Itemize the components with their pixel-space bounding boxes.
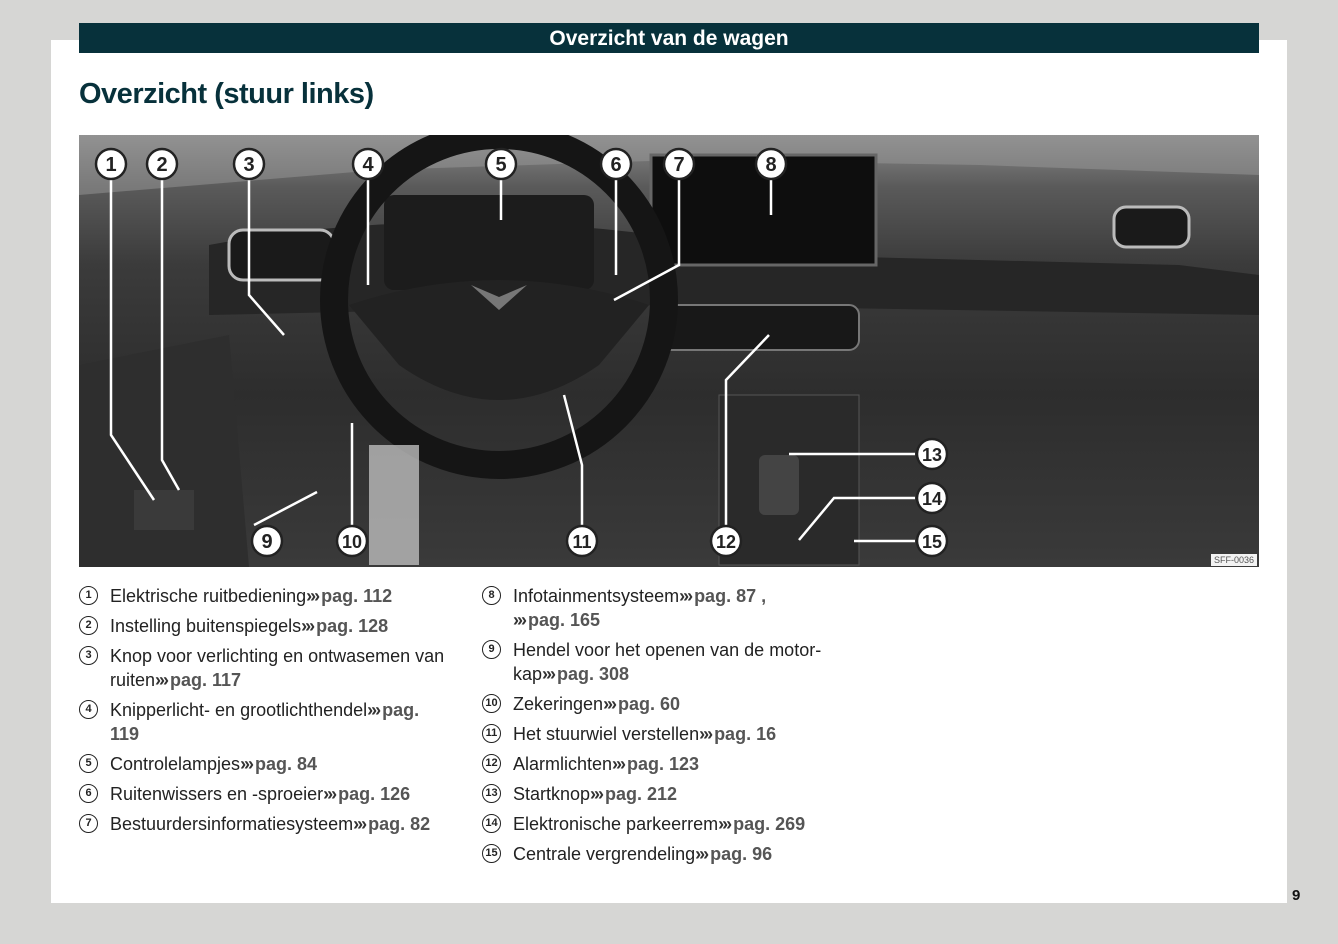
page-ref-link[interactable]: pag. 60 (618, 694, 681, 714)
page-ref-link[interactable]: pag. 269 (733, 814, 806, 834)
item-number: 9 (482, 640, 501, 659)
page-ref-link[interactable]: pag. 308 (557, 664, 630, 684)
legend-item (482, 812, 862, 836)
legend-item (79, 614, 449, 638)
legend-item (79, 698, 449, 746)
item-number: 1 (79, 586, 98, 605)
callout-3 (234, 149, 264, 179)
legend-item (482, 584, 862, 632)
callout-number: 5 (495, 154, 507, 176)
callout-11 (567, 526, 597, 556)
item-text: Knipperlicht- en grootlichthendel (110, 700, 368, 720)
item-number: 2 (79, 616, 98, 635)
callout-number: 15 (921, 532, 943, 552)
arrow-icon: ››› (367, 700, 380, 720)
legend-item (482, 722, 862, 746)
item-text: Instelling buitenspiegels (110, 616, 302, 636)
callout-number: 2 (156, 154, 168, 176)
item-number: 4 (79, 700, 98, 719)
page-ref-link[interactable]: pag. 112 (321, 586, 393, 606)
item-number: 7 (79, 814, 98, 833)
callout-2 (147, 149, 177, 179)
item-number: 11 (482, 724, 501, 743)
dashboard-figure (79, 135, 1259, 567)
arrow-icon: ››› (718, 814, 731, 834)
callout-number: 1 (105, 154, 117, 176)
page-ref-link[interactable]: pag. 87 , (694, 586, 767, 606)
arrow-icon: ››› (513, 610, 525, 630)
callout-8 (756, 149, 786, 179)
arrow-icon: ››› (306, 586, 319, 606)
callout-4 (353, 149, 383, 179)
item-number: 13 (482, 784, 501, 803)
item-text: Alarmlichten (513, 754, 613, 774)
callout-6 (601, 149, 631, 179)
item-text: Elektrische ruitbediening (110, 586, 307, 606)
item-text: Controlelampjes (110, 754, 241, 774)
item-number: 6 (79, 784, 98, 803)
callout-14 (917, 483, 947, 513)
arrow-icon: ››› (590, 784, 603, 804)
figure-code: SFF-0036 (1211, 554, 1257, 566)
item-number: 8 (482, 586, 501, 605)
callout-number: 7 (673, 154, 685, 176)
legend-item (482, 782, 862, 806)
page-ref-link[interactable]: pag. 126 (338, 784, 411, 804)
callout-number: 14 (921, 489, 943, 509)
item-number: 12 (482, 754, 501, 773)
item-text: Knop voor verlichting en ontwasemen van ruiten (110, 646, 445, 690)
callout-12 (711, 526, 741, 556)
page-ref-link[interactable]: pag. 82 (368, 814, 431, 834)
legend-item (79, 812, 449, 836)
section-header: Overzicht van de wagen (79, 23, 1259, 53)
item-text: Het stuurwiel verstellen (513, 724, 700, 744)
item-number: 10 (482, 694, 501, 713)
item-number: 14 (482, 814, 501, 833)
callout-9 (252, 526, 282, 556)
page-ref-link[interactable]: pag. 96 (710, 844, 773, 864)
callout-7 (664, 149, 694, 179)
callout-13 (917, 439, 947, 469)
legend-right-column (482, 584, 862, 872)
callout-number: 9 (261, 531, 273, 553)
item-text: Bestuurdersinformatiesysteem (110, 814, 354, 834)
callout-1 (96, 149, 126, 179)
item-text: Zekeringen (513, 694, 604, 714)
callout-number: 4 (362, 154, 374, 176)
item-number: 15 (482, 844, 501, 863)
callout-number: 3 (243, 154, 255, 176)
page-title: Overzicht (stuur links) (79, 78, 374, 110)
item-text: Infotainmentsysteem (513, 586, 680, 606)
legend-item (482, 752, 862, 776)
legend-left-column (79, 584, 449, 842)
arrow-icon: ››› (679, 586, 692, 606)
callout-number: 12 (715, 532, 737, 552)
page-ref-link[interactable]: pag. 123 (627, 754, 700, 774)
arrow-icon: ››› (353, 814, 366, 834)
page-ref-link[interactable]: pag. 84 (255, 754, 318, 774)
item-number: 3 (79, 646, 98, 665)
legend-item (79, 752, 449, 776)
page-ref-link[interactable]: pag. 16 (714, 724, 777, 744)
item-number: 5 (79, 754, 98, 773)
page-ref-link[interactable]: pag. 119 (110, 700, 420, 744)
item-text: Elektronische parkeerrem (513, 814, 719, 834)
callout-number: 6 (610, 154, 622, 176)
arrow-icon: ››› (155, 670, 168, 690)
page-ref-link[interactable]: pag. 212 (605, 784, 678, 804)
arrow-icon: ››› (699, 724, 712, 744)
legend-item (79, 584, 449, 608)
page-ref-link[interactable]: pag. 128 (316, 616, 389, 636)
item-text: Centrale vergrendeling (513, 844, 696, 864)
item-text: Hendel voor het openen van de motor-kap (513, 640, 822, 684)
dashboard-illustration (79, 135, 1259, 567)
arrow-icon: ››› (240, 754, 253, 774)
legend-item (482, 638, 862, 686)
callout-10 (337, 526, 367, 556)
callout-number: 11 (572, 532, 592, 552)
page-number: 9 (1292, 887, 1301, 904)
arrow-icon: ››› (323, 784, 336, 804)
page-ref-link[interactable]: pag. 165 (527, 610, 601, 630)
callout-number: 8 (765, 154, 777, 176)
arrow-icon: ››› (542, 664, 555, 684)
arrow-icon: ››› (603, 694, 616, 714)
item-text: Ruitenwissers en -sproeier (110, 784, 324, 804)
callout-15 (917, 526, 947, 556)
legend-item (482, 842, 862, 866)
arrow-icon: ››› (301, 616, 314, 636)
legend-item (79, 782, 449, 806)
item-text: Startknop (513, 784, 591, 804)
callout-5 (486, 149, 516, 179)
arrow-icon: ››› (695, 844, 708, 864)
legend-item (482, 692, 862, 716)
arrow-icon: ››› (612, 754, 625, 774)
callout-number: 13 (921, 445, 943, 465)
legend-item (79, 644, 449, 692)
callout-number: 10 (341, 532, 363, 552)
page-ref-link[interactable]: pag. 117 (170, 670, 242, 690)
